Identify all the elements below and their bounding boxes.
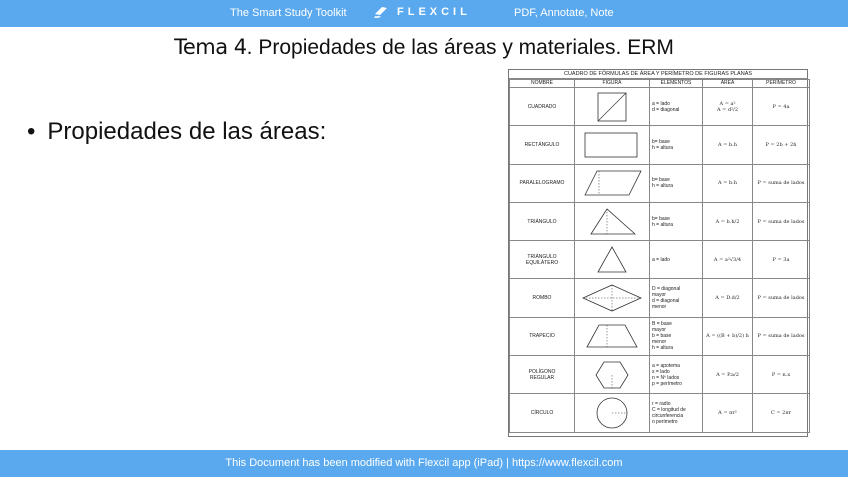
row-elements: a = apotema x = lado n = Nº lados p = perímetro: [650, 356, 703, 394]
slide-title-handwritten: Tema 4: [174, 35, 247, 59]
table-row: [510, 317, 810, 355]
table-row: [510, 202, 810, 240]
row-perimeter: P = 4a: [753, 88, 810, 126]
header-figura: FIGURA: [575, 80, 650, 88]
row-perimeter: P = 3a: [753, 241, 810, 279]
row-perimeter: P = n.x: [753, 356, 810, 394]
rhombus-figure: [575, 279, 650, 317]
table-row: [510, 356, 810, 394]
table-row: [510, 88, 810, 126]
row-area: A = D.d/2: [703, 279, 753, 317]
flexcil-brand: [373, 4, 471, 20]
row-perimeter: C = 2πr: [753, 394, 810, 432]
row-area: A = b.h/2: [703, 202, 753, 240]
formula-table: [509, 79, 810, 433]
row-perimeter: P = suma de lados: [753, 317, 810, 355]
row-name: PARALELOGRAMO: [510, 164, 575, 202]
row-area: A = b.h: [703, 164, 753, 202]
flexcil-wordmark: FLEXCIL: [397, 6, 471, 18]
header-elementos: ELEMENTOS: [650, 80, 703, 88]
row-name: TRAPECIO: [510, 317, 575, 355]
toolkit-tagline: The Smart Study Toolkit: [230, 7, 347, 19]
flexcil-modified-notice: This Document has been modified with Flexcil app (iPad) | https://www.flexcil.com: [225, 457, 623, 469]
table-row: [510, 164, 810, 202]
row-perimeter: P = suma de lados: [753, 202, 810, 240]
row-area: A = b.h: [703, 126, 753, 164]
rectangle-figure: [575, 126, 650, 164]
bullet-marker: •: [27, 118, 36, 145]
row-elements: b= base h = altura: [650, 202, 703, 240]
table-row: [510, 241, 810, 279]
header-area: ÁREA: [703, 80, 753, 88]
row-area: A = a²√3/4: [703, 241, 753, 279]
header-perimetro: PERÍMETRO: [753, 80, 810, 88]
row-name: TRIÁNGULO EQUILÁTERO: [510, 241, 575, 279]
row-perimeter: P = suma de lados: [753, 279, 810, 317]
row-area: A = P.a/2: [703, 356, 753, 394]
row-perimeter: P = 2b + 2h: [753, 126, 810, 164]
row-elements: r = radio C = longitud de circunferencia o perímetro: [650, 394, 703, 432]
table-row: [510, 394, 810, 432]
row-elements: a = lado d = diagonal: [650, 88, 703, 126]
formula-table-header: [510, 80, 810, 88]
row-perimeter: P = suma de lados: [753, 164, 810, 202]
bullet-text: Propiedades de las áreas:: [47, 118, 327, 145]
row-elements: B = base mayor b = base menor h = altura: [650, 317, 703, 355]
row-name: RECTÁNGULO: [510, 126, 575, 164]
table-row: [510, 279, 810, 317]
equilateral-triangle-figure: [575, 241, 650, 279]
circle-figure: [575, 394, 650, 432]
header-nombre: NOMBRE: [510, 80, 575, 88]
row-name: CÍRCULO: [510, 394, 575, 432]
row-name: ROMBO: [510, 279, 575, 317]
row-elements: b= base h = altura: [650, 164, 703, 202]
hexagon-figure: [575, 356, 650, 394]
row-area: A = a² A = d²/2: [703, 88, 753, 126]
triangle-figure: [575, 202, 650, 240]
flexcil-top-banner: [0, 0, 848, 27]
parallelogram-figure: [575, 164, 650, 202]
feature-tagline: PDF, Annotate, Note: [514, 7, 614, 19]
formula-sheet-title: CUADRO DE FÓRMULAS DE ÁREA Y PERÍMETRO DE FIGURAS PLANAS: [509, 70, 807, 79]
flexcil-bottom-banner: [0, 450, 848, 477]
row-name: CUADRADO: [510, 88, 575, 126]
slide-title: [0, 35, 848, 60]
slide-title-text: . Propiedades de las áreas y materiales. ERM: [246, 36, 674, 59]
row-elements: b= base h = altura: [650, 126, 703, 164]
row-area: A = πr²: [703, 394, 753, 432]
flexcil-logo-icon: [373, 4, 389, 20]
row-name: TRIÁNGULO: [510, 202, 575, 240]
row-name: POLÍGONO REGULAR: [510, 356, 575, 394]
row-elements: a = lado: [650, 241, 703, 279]
formula-sheet-image: [508, 69, 808, 437]
table-row: [510, 126, 810, 164]
square-figure: [575, 88, 650, 126]
bullet-point: [27, 118, 326, 146]
row-area: A = ((B + b)/2) h: [703, 317, 753, 355]
row-elements: D = diagonal mayor d = diagonal menor: [650, 279, 703, 317]
trapezoid-figure: [575, 317, 650, 355]
